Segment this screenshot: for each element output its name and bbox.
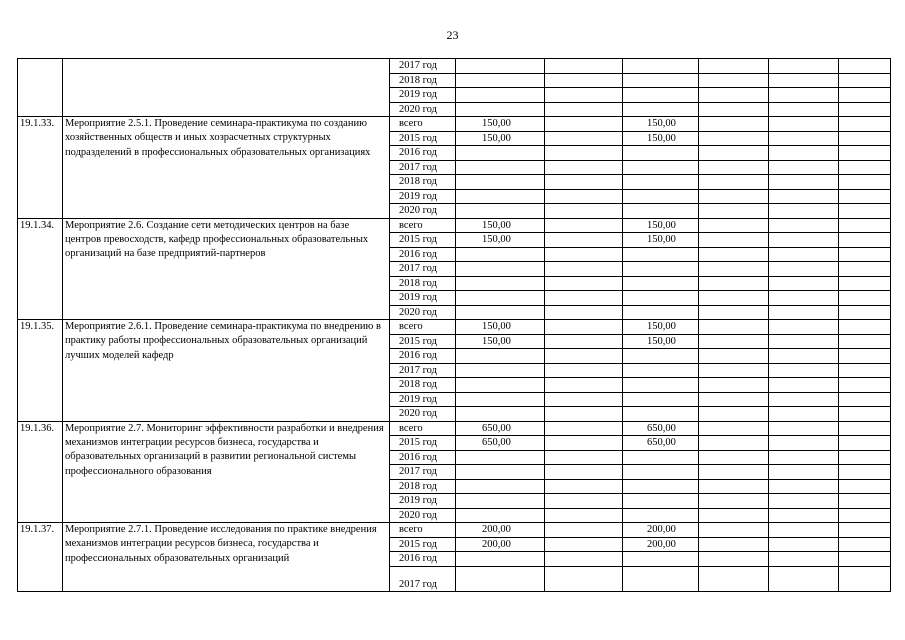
year-cell: 2020 год: [390, 305, 456, 320]
year-cell: 2018 год: [390, 378, 456, 393]
row-title-cell: Мероприятие 2.6. Создание сети методических центров на базе центров превосходств, кафедр профессиональных образовательных организаций на базе предприятий-партнеров: [63, 218, 390, 320]
row-title-cell: [63, 59, 390, 117]
value-cell: 200,00: [456, 537, 545, 552]
year-cell: 2015 год: [390, 537, 456, 552]
year-cell: всего: [390, 523, 456, 538]
value-cell: 150,00: [456, 334, 545, 349]
value-cell: 200,00: [623, 537, 699, 552]
year-cell: 2015 год: [390, 233, 456, 248]
table-row: [18, 117, 891, 132]
year-cell: 2019 год: [390, 189, 456, 204]
row-number-cell: 19.1.35.: [18, 320, 63, 422]
year-cell: 2016 год: [390, 146, 456, 161]
row-number-cell: [18, 59, 63, 117]
value-cell: 150,00: [623, 233, 699, 248]
value-cell: 200,00: [623, 523, 699, 538]
year-cell: 2018 год: [390, 73, 456, 88]
row-title-cell: Мероприятие 2.7.1. Проведение исследования по практике внедрения механизмов интеграции ресурсов бизнеса, государства и профессиональных образовательных организаций: [63, 523, 390, 592]
year-cell: 2017 год: [390, 262, 456, 277]
row-number-cell: 19.1.36.: [18, 421, 63, 523]
value-cell: 150,00: [623, 117, 699, 132]
year-cell: 2019 год: [390, 494, 456, 509]
value-cell: 150,00: [456, 320, 545, 335]
year-cell: 2020 год: [390, 508, 456, 523]
value-cell: 650,00: [456, 436, 545, 451]
row-title-cell: Мероприятие 2.5.1. Проведение семинара-практикума по созданию хозяйственных обществ и иных хозрасчетных структурных подразделений в профессиональных образовательных организациях: [63, 117, 390, 219]
value-cell: 150,00: [456, 233, 545, 248]
year-cell: 2018 год: [390, 276, 456, 291]
value-cell: 150,00: [623, 320, 699, 335]
row-number-cell: 19.1.34.: [18, 218, 63, 320]
year-cell: 2020 год: [390, 407, 456, 422]
row-number-cell: 19.1.37.: [18, 523, 63, 592]
year-cell: 2017 год: [390, 363, 456, 378]
year-cell: 2017 год: [390, 465, 456, 480]
value-cell: 650,00: [623, 421, 699, 436]
year-cell: 2016 год: [390, 450, 456, 465]
value-cell: 150,00: [456, 117, 545, 132]
year-cell: 2019 год: [390, 291, 456, 306]
year-cell: 2016 год: [390, 247, 456, 262]
year-cell: 2016 год: [390, 349, 456, 364]
table-row: [18, 320, 891, 335]
year-cell: всего: [390, 218, 456, 233]
year-cell: 2017 год: [390, 566, 456, 591]
year-cell: 2015 год: [390, 131, 456, 146]
value-cell: 150,00: [456, 131, 545, 146]
year-cell: всего: [390, 117, 456, 132]
value-cell: 150,00: [456, 218, 545, 233]
year-cell: 2020 год: [390, 204, 456, 219]
year-cell: 2017 год: [390, 160, 456, 175]
funding-table: [17, 58, 891, 592]
year-cell: всего: [390, 320, 456, 335]
row-title-cell: Мероприятие 2.7. Мониторинг эффективности разработки и внедрения механизмов интеграции ресурсов бизнеса, государства и образовательных организаций в развитии региональной системы профессионального образования: [63, 421, 390, 523]
year-cell: всего: [390, 421, 456, 436]
value-cell: 150,00: [623, 334, 699, 349]
table-row: [18, 59, 891, 74]
value-cell: 150,00: [623, 131, 699, 146]
year-cell: 2018 год: [390, 175, 456, 190]
value-cell: 650,00: [623, 436, 699, 451]
value-cell: 150,00: [623, 218, 699, 233]
year-cell: 2020 год: [390, 102, 456, 117]
year-cell: 2017 год: [390, 59, 456, 74]
table-row: [18, 523, 891, 538]
value-cell: 650,00: [456, 421, 545, 436]
table-row: [18, 421, 891, 436]
value-cell: 200,00: [456, 523, 545, 538]
row-title-cell: Мероприятие 2.6.1. Проведение семинара-практикума по внедрению в практику работы профессиональных образовательных организаций лучших моделей кафедр: [63, 320, 390, 422]
year-cell: 2018 год: [390, 479, 456, 494]
year-cell: 2019 год: [390, 88, 456, 103]
row-number-cell: 19.1.33.: [18, 117, 63, 219]
year-cell: 2015 год: [390, 436, 456, 451]
page-number: 23: [446, 28, 459, 42]
year-cell: 2019 год: [390, 392, 456, 407]
year-cell: 2015 год: [390, 334, 456, 349]
table-row: [18, 218, 891, 233]
year-cell: 2016 год: [390, 552, 456, 567]
